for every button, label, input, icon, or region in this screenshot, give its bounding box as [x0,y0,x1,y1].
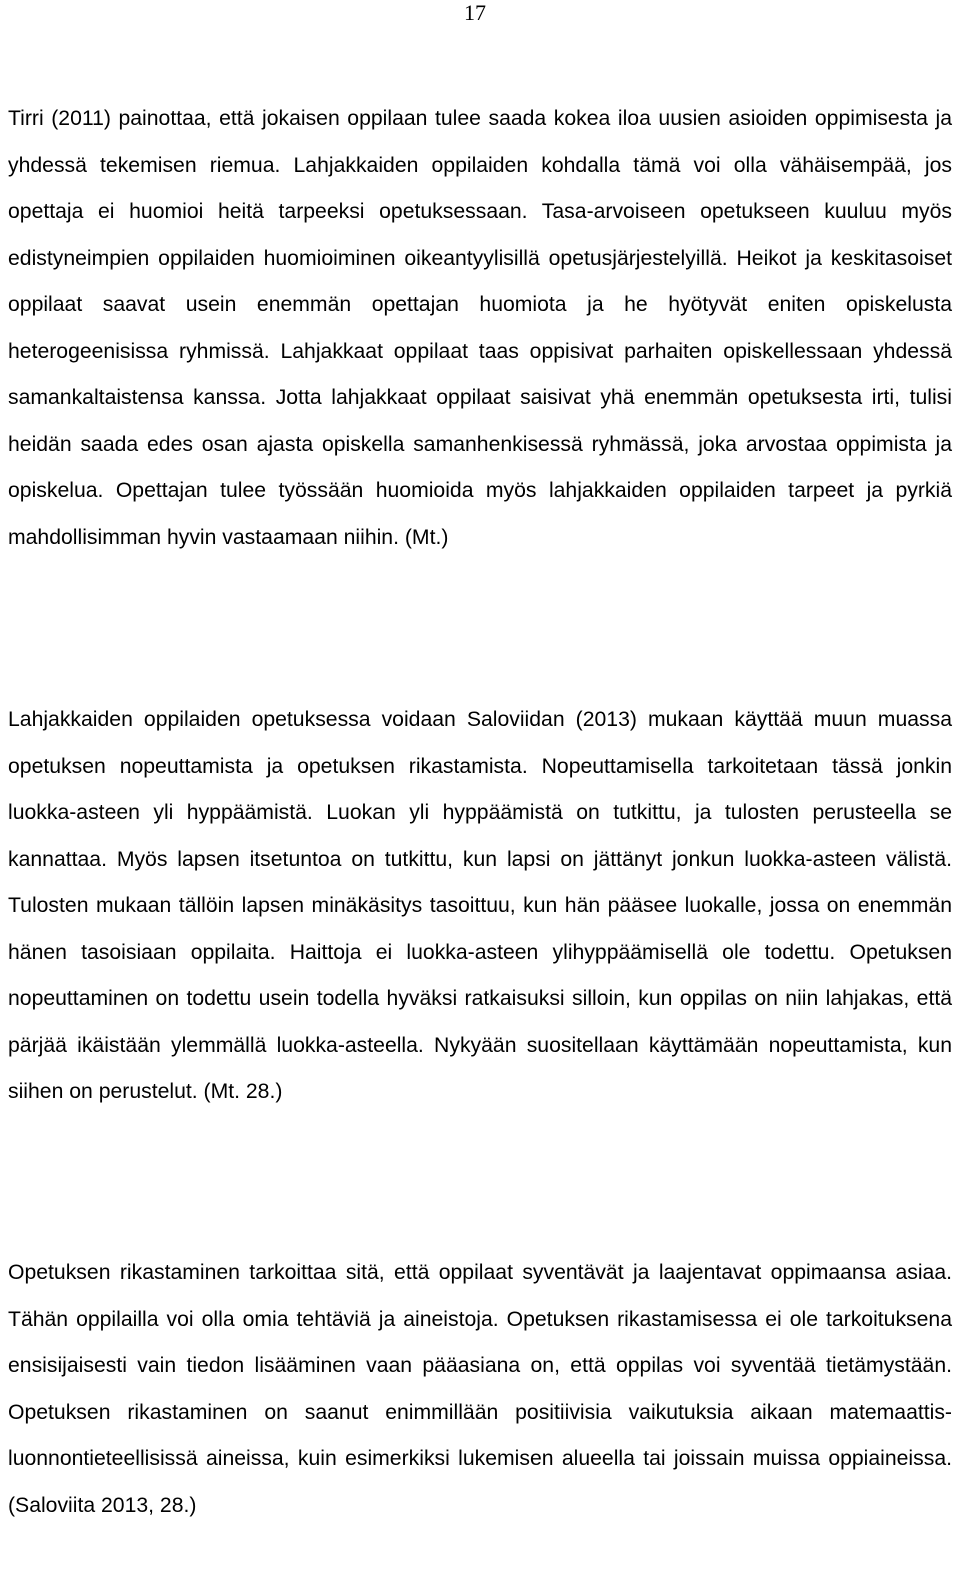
body-paragraph: Opetuksen rikastaminen tarkoittaa sitä, että oppilaat syventävät ja laajentavat oppimaansa asiaa. Tähän oppilailla voi olla omia tehtäviä ja aineistoja. Opetuksen rikastamisessa ei ole tarkoituksena ensisijaisesti vain tiedon lisääminen vaan pääasiana on, että oppilas voi syventää tietämystään. Opetuksen rikastaminen on saanut enimmillään positiivisia vaikutuksia aikaan matemaattis-luonnontieteellisissä aineissa, kuin esimerkiksi lukemisen alueella tai joissain muissa oppiaineissa. (Saloviita 2013, 28.) [8,1261,952,1517]
body-paragraph: Tirri (2011) painottaa, että jokaisen oppilaan tulee saada kokea iloa uusien asioiden oppimisesta ja yhdessä tekemisen riemua. Lahjakkaiden oppilaiden kohdalla tämä voi olla vähäisempää, jos opettaja ei huomioi heitä tarpeeksi opetuksessaan. Tasa-arvoiseen opetukseen kuuluu myös edistyneimpien oppilaiden huomioiminen oikeantyylisillä opetusjärjestelyillä. Heikot ja keskitasoiset oppilaat saavat usein enemmän opettajan huomiota ja he hyötyvät eniten opiskelusta heterogeenisissa ryhmissä. Lahjakkaat oppilaat taas oppisivat parhaiten opiskellessaan yhdessä samankaltaistensa kanssa. Jotta lahjakkaat oppilaat saisivat yhä enemmän opetuksesta irti, tulisi heidän saada edes osan ajasta opiskella samanhenkisessä ryhmässä, joka arvostaa oppimista ja opiskelua. Opettajan tulee työssään huomioida myös lahjakkaiden oppilaiden tarpeet ja pyrkiä mahdollisimman hyvin vastaamaan niihin. (Mt.) [8,107,952,549]
body-paragraph: Lahjakkaiden oppilaiden opetuksessa voidaan Saloviidan (2013) mukaan käyttää muun muassa opetuksen nopeuttamista ja opetuksen rikastamista. Nopeuttamisella tarkoitetaan tässä jonkin luokka-asteen yli hyppäämistä. Luokan yli hyppäämistä on tutkittu, ja tulosten perusteella se kannattaa. Myös lapsen itsetuntoa on tutkittu, kun lapsi on jättänyt jonkun luokka-asteen välistä. Tulosten mukaan tällöin lapsen minäkäsitys tasoittuu, kun hän pääsee luokalle, jossa on enemmän hänen tasoisiaan oppilaita. Haittoja ei luokka-asteen ylihyppäämisellä ole todettu. Opetuksen nopeuttaminen on todettu usein todella hyväksi ratkaisuksi silloin, kun oppilas on niin lahjakas, että pärjää ikäistään ylemmällä luokka-asteella. Nykyään suositellaan käyttämään nopeuttamista, kun siihen on perustelut. (Mt. 28.) [8,708,952,1103]
page-number: 17 [464,0,486,25]
